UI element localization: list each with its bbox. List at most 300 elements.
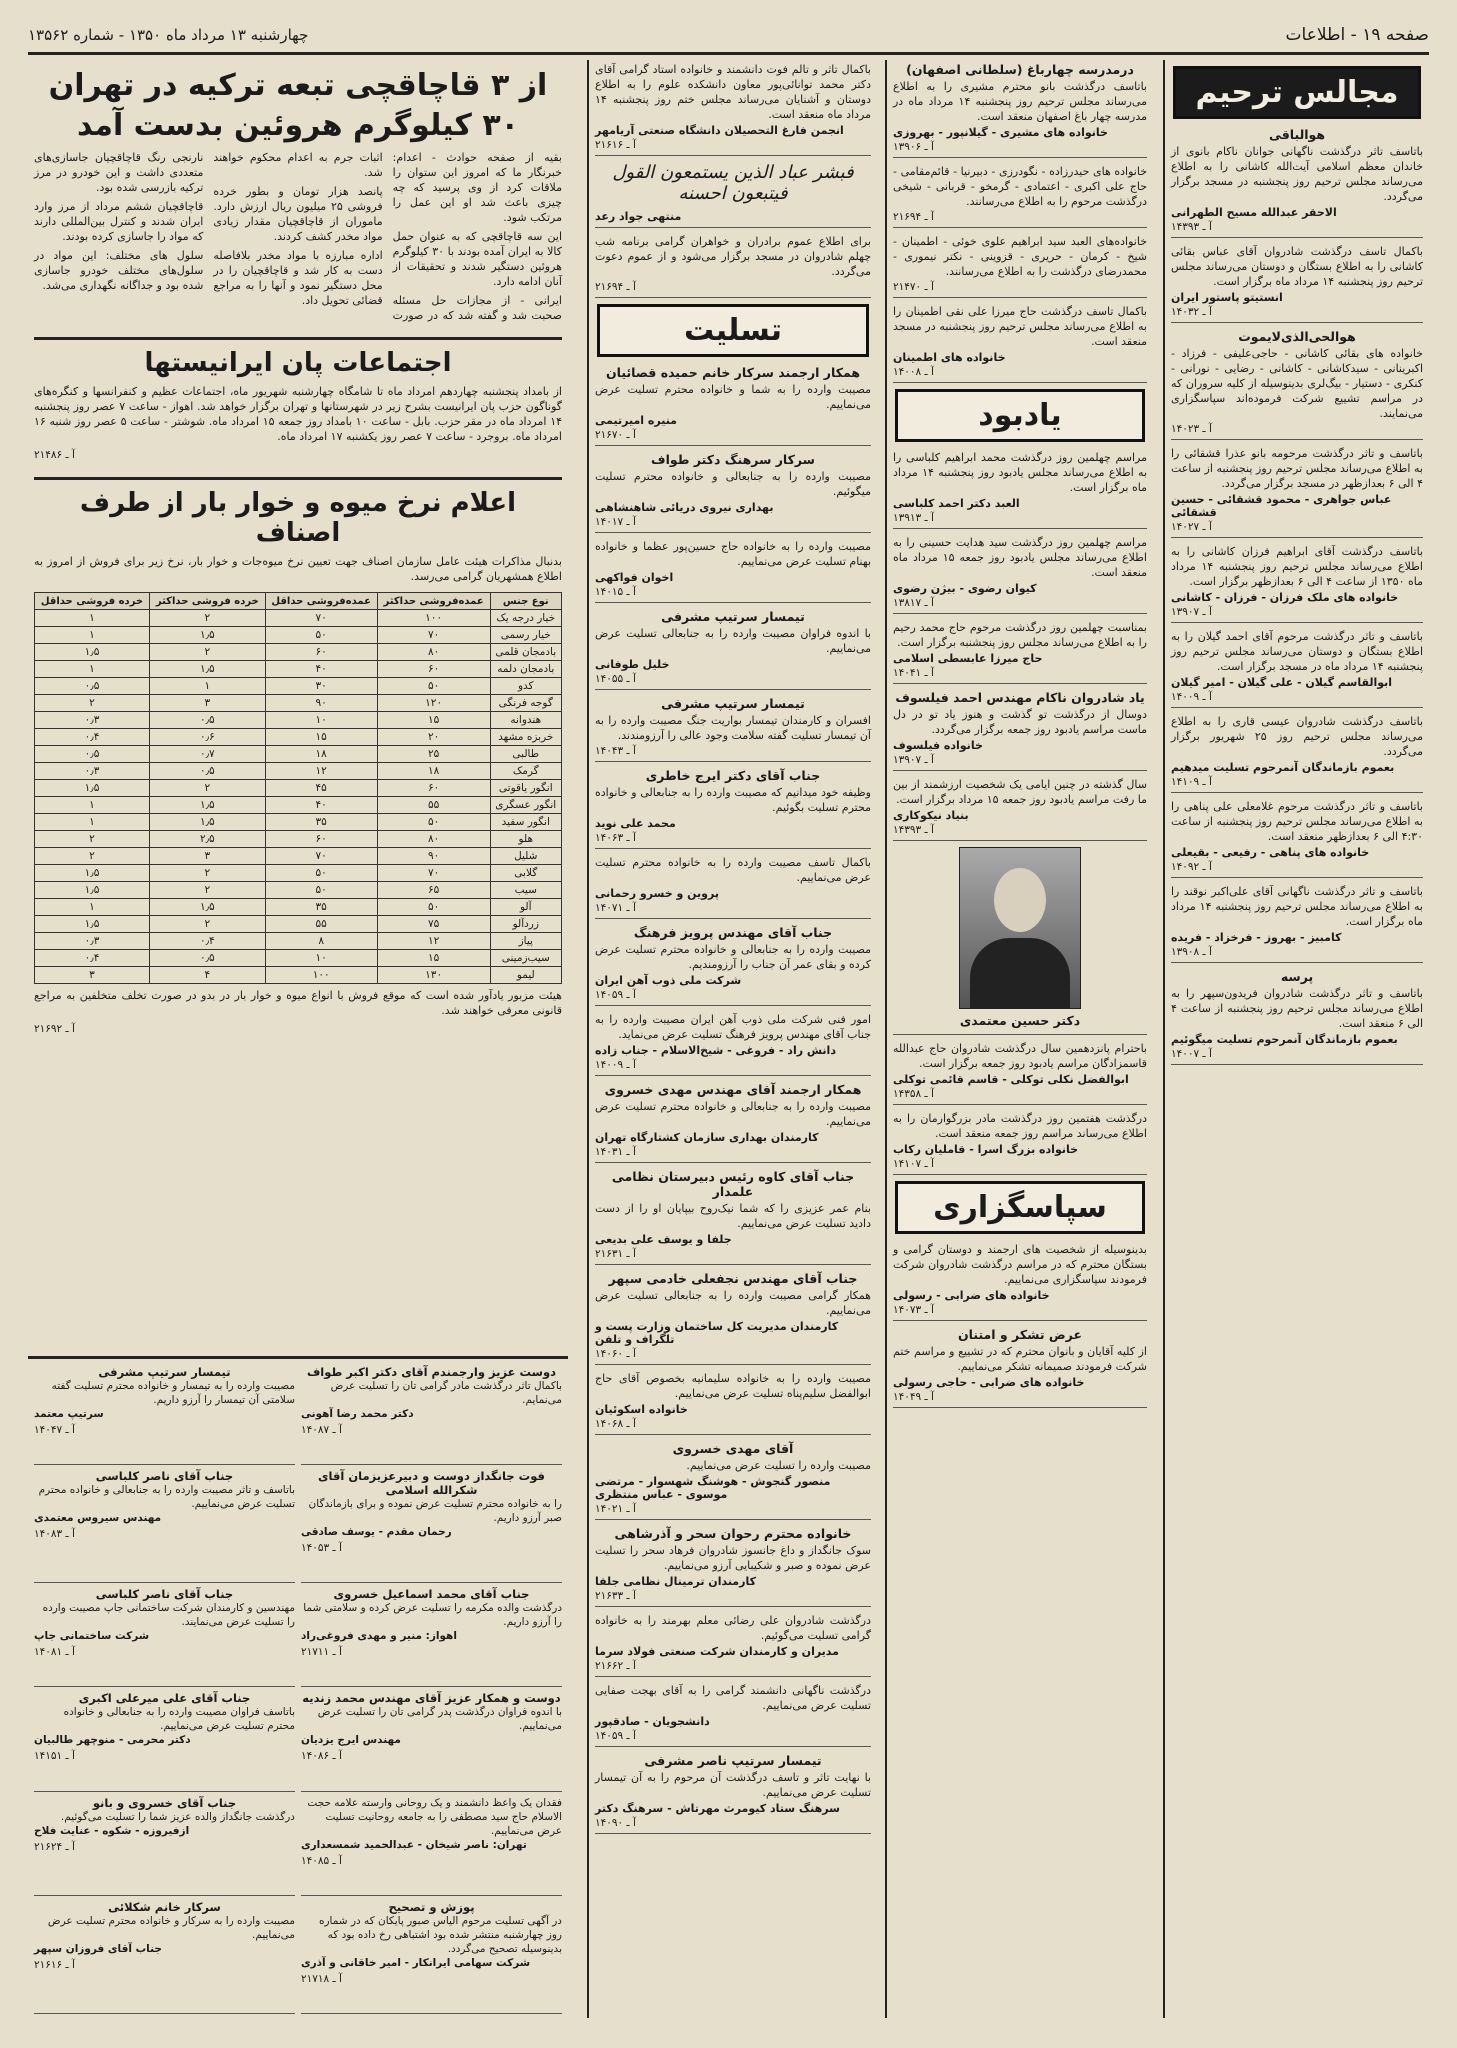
notice-sig: دانش راد - فروغی - شیخ‌الاسلام - جناب زاده bbox=[595, 1044, 836, 1057]
page-label: صفحه ۱۹ - اطلاعات bbox=[1285, 25, 1429, 45]
price-row bbox=[35, 678, 562, 695]
calligraphy-verse: فبشر عباد الذین یستمعون القول فیتبعون احسنه bbox=[612, 162, 854, 204]
bottom-notice-code: آ ـ ۱۴۰۵۳ bbox=[301, 1542, 342, 1555]
price-row bbox=[35, 950, 562, 967]
price-cell: ۶۰ bbox=[377, 661, 490, 678]
bottom-notice-title: فوت جانگداز دوست و دبیرعزیزمان آقای شکرالله اسلامی bbox=[318, 1469, 545, 1498]
price-cell: ۲ bbox=[35, 848, 150, 865]
obituary-notice bbox=[1171, 244, 1423, 323]
notice-sig: خانواده های ملک فرزان - فرزان - کاشانی bbox=[1171, 591, 1399, 604]
notice-sig: اخوان فواکهی bbox=[595, 571, 674, 584]
notice-code: آ ـ ۱۴۰۷۳ bbox=[893, 1304, 934, 1316]
bottom-notice-sig: سرتیپ معتمد bbox=[34, 1408, 104, 1420]
condolence-banner: تسلیت bbox=[597, 304, 869, 357]
price-row bbox=[35, 712, 562, 729]
notice-title: تیمسار سرتیپ مشرفی bbox=[661, 696, 805, 711]
price-cell: ۵۰ bbox=[265, 627, 377, 644]
notice-text: درگذشت شادروان علی رضائی معلم بهرمند را به خانواده گرامی تسلیت می‌گوئیم. bbox=[595, 1614, 871, 1642]
notice-sig: ابوالفضل نکلی توکلی - قاسم قائمی توکلی bbox=[893, 1073, 1129, 1086]
price-row bbox=[35, 882, 562, 899]
obituary-notice bbox=[1171, 884, 1423, 963]
price-cell: ۷۰ bbox=[265, 848, 377, 865]
article-paragraph: اداره مبارزه با مواد مخدر بلافاصله دست به کار شد و قاچاقچیان را در محل دستگیر نمود و آنها را به مراجع قضائی تحویل داد. bbox=[213, 249, 383, 307]
notice-code: آ ـ ۱۴۰۷۱ bbox=[595, 902, 636, 914]
bottom-notice-code: آ ـ ۱۴۱۵۱ bbox=[34, 1750, 75, 1763]
thanks-notice bbox=[893, 1242, 1147, 1321]
notice-title: هوالحی‌الذی‌لایموت bbox=[1238, 329, 1356, 344]
notice-text: خانواده های بقائی کاشانی - حاجی‌علیفی - فرزاد - اکبرینانی - سیدکاشانی - کاشانی - رضایی - نورانی - کنکری - دستیار - بیگ‌لری بدینوسیله از کلیه سروران که در مراسم تشییع شرکت فرموده‌اند سپاسگزاری می‌نمایند. bbox=[1171, 347, 1423, 420]
notice-sig: حاج میرزا عابسطی اسلامی bbox=[893, 652, 1043, 665]
price-cell: ۴۵ bbox=[265, 780, 377, 797]
notice-title: یاد شادروان ناکام مهندس احمد فیلسوف bbox=[895, 690, 1145, 705]
notice-title: درمدرسه چهارباغ (سلطانی اصفهان) bbox=[906, 62, 1134, 77]
price-note: هیئت مزبور یادآور شده است که موقع فروش با انواع میوه و خوار بار در بدو در صورت تخلف متخلفین به مراجع قانونی معرفی خواهند شد. آ ـ ۲۱۶۹۲ bbox=[34, 989, 562, 1035]
condolence-notice bbox=[595, 1753, 871, 1834]
price-column-header: عمده‌فروشی حداقل bbox=[265, 593, 377, 610]
bottom-notice-text: فقدان یک واعظ دانشمند و یک روحانی وارسته علامه حجت الاسلام حاج سید مصطفی را به جامعه روحانیت تسلیت عرض می‌نماییم. bbox=[307, 1796, 562, 1837]
price-cell: ۰٫۵ bbox=[150, 712, 266, 729]
notice-sig: بهداری نیروی دریائی شاهنشاهی bbox=[595, 501, 774, 514]
price-cell: پیاز bbox=[490, 933, 561, 950]
price-cell: ۳۰ bbox=[265, 678, 377, 695]
notice-code: آ ـ ۱۴۰۶۸ bbox=[595, 1418, 636, 1430]
notice-sig: خانواده های ضرابی - حاجی رسولی bbox=[893, 1376, 1085, 1389]
price-cell: ۷۰ bbox=[377, 865, 490, 882]
notice-code: آ ـ ۱۴۰۹۰ bbox=[595, 1817, 636, 1829]
notice-code: آ ـ ۲۱۶۱۶ bbox=[595, 139, 636, 151]
obituary-notice bbox=[1171, 969, 1423, 1065]
bottom-notice-title: جناب آقای علی میرعلی اکبری bbox=[78, 1691, 251, 1706]
notice-text: مصیبت وارده را به جنابعالی و خانواده محترم تسلیت عرض می‌نماییم. bbox=[595, 1100, 871, 1128]
article-paragraph: این سه قاچاقچی که به عنوان حمل کالا به ایران آمده بودند با ۳۰ کیلوگرم هروئین دستگیر شدند و تحقیقات از آنان ادامه دارد. bbox=[392, 230, 563, 288]
bottom-notice-code: آ ـ ۱۴۰۸۵ bbox=[301, 1854, 342, 1867]
notice-text: باتاسف درگذشت شادروان عیسی قاری را به اطلاع می‌رساند مجلس ترحیم روز ۲۵ شهریور برگزار می‌گردد. bbox=[1171, 715, 1423, 758]
notice-text: امور فنی شرکت ملی ذوب آهن ایران مصیبت وارده را به جناب آقای مهندس پرویز فرهنگ تسلیت عرض می‌نماید. bbox=[595, 1013, 871, 1041]
price-cell: ۳۵ bbox=[265, 899, 377, 916]
notice-text: خانواده‌های العبد سید ابراهیم علوی خوئی - اطمینان - شیخ - کرمان - حریری - قزوینی - نکتر نیموری - محمدرضای درگذشت را به اطلاع می‌رسانند. bbox=[893, 235, 1147, 278]
calligraphy-signature: منتهی جواد رعد bbox=[595, 210, 871, 228]
price-cell: ۶۵ bbox=[377, 882, 490, 899]
notice-title: خانواده محترم رحوان سحر و آذرشاهی bbox=[614, 1526, 852, 1541]
notice-code: آ ـ ۱۴۱۰۷ bbox=[893, 1158, 934, 1170]
notice-text: همکار گرامی مصیبت وارده را به جنابعالی تسلیت عرض می‌نماییم. bbox=[595, 1289, 871, 1317]
condolence-notice bbox=[595, 1271, 871, 1365]
article-paragraph: سلول های مختلف: این مواد در سلول‌های مختلف خودرو جاسازی شده بود و جداگانه نگهداری می‌شد. bbox=[34, 249, 204, 292]
notice-code: آ ـ ۱۴۰۰۹ bbox=[1171, 691, 1212, 703]
notice-text: باتاسف و تاثر درگذشت مرحوم غلامعلی علی پناهی را به اطلاع می‌رساند مجلس ترحیم روز پنجشنبه از ساعت ۴:۳۰ الی ۶ بعدازظهر منعقد است. bbox=[1171, 800, 1423, 843]
bottom-notice-sig: مهندس سیروس معتمدی bbox=[34, 1512, 162, 1525]
condolence-notice bbox=[595, 1371, 871, 1435]
price-cell: ۱٫۵ bbox=[150, 797, 266, 814]
price-cell: ۰٫۳ bbox=[35, 763, 150, 780]
condolence-notice bbox=[595, 1441, 871, 1520]
notice-code: آ ـ ۱۴۰۳۱ bbox=[595, 1146, 636, 1158]
notice-sig: کارمندان بهداری سازمان کشتارگاه تهران bbox=[595, 1131, 819, 1144]
price-cell: ۳ bbox=[150, 848, 266, 865]
portrait-suit-shape bbox=[970, 938, 1070, 1008]
price-cell: ۳ bbox=[150, 695, 266, 712]
price-cell: ۱۰ bbox=[265, 950, 377, 967]
notice-text: باتاسف و تاثر درگذشت شادروان فریدون‌سپهر را به اطلاع می‌رساند مجلس ترحیم روز پنجشنبه از ساعت ۴ الی ۶ منعقد است. bbox=[1171, 987, 1423, 1030]
notice-code: آ ـ ۲۱۶۳۱ bbox=[595, 1248, 636, 1260]
notice-text: بدینوسیله از شخصیت های ارجمند و دوستان گرامی و بستگان محترم که در مراسم درگذشت شادروان شرکت فرمودند سپاسگزاری می‌نماییم. bbox=[893, 1243, 1147, 1286]
notice-title: سرکار سرهنگ دکتر طواف bbox=[651, 452, 815, 467]
portrait-photo bbox=[959, 847, 1081, 1009]
price-cell: زردآلو bbox=[490, 916, 561, 933]
notice-sig: سرهنگ ستاد کیومرث مهرتاش - سرهنگ دکتر bbox=[595, 1802, 840, 1815]
notice-sig: خانواده بزرگ اسرا - قاملیان رکاب bbox=[893, 1143, 1079, 1156]
notice-code: آ ـ ۱۴۰۴۱ bbox=[893, 667, 934, 679]
bottom-notice-code: آ ـ ۲۱۷۱۱ bbox=[301, 1646, 342, 1659]
price-cell: ۳۵ bbox=[265, 814, 377, 831]
notice-sig: انجمن فارغ التحصیلان دانشگاه صنعتی آریامهر bbox=[595, 124, 844, 137]
price-row bbox=[35, 933, 562, 950]
price-cell: ۷۰ bbox=[377, 627, 490, 644]
obituary-notice bbox=[1171, 799, 1423, 878]
condolence-notice bbox=[595, 925, 871, 1006]
column-memorial bbox=[885, 60, 1153, 2018]
memorial-notice bbox=[893, 535, 1147, 614]
price-row bbox=[35, 627, 562, 644]
notice-sig: انستیتو پاستور ایران bbox=[1171, 291, 1283, 304]
notice-code: آ ـ ۱۴۰۰۹ bbox=[595, 1059, 636, 1071]
price-cell: ۲ bbox=[150, 882, 266, 899]
price-cell: ۹۰ bbox=[265, 695, 377, 712]
pan-iranist-headline: اجتماعات پان ایرانیستها bbox=[34, 337, 562, 378]
memorial-notice bbox=[893, 1041, 1147, 1105]
price-cell: خربزه مشهد bbox=[490, 729, 561, 746]
bottom-notice-sig: دکتر محرمی - منوچهر طالبیان bbox=[34, 1734, 191, 1747]
notice-sig: کیوان رضوی - بیژن رضوی bbox=[893, 582, 1037, 595]
notice-text: سوک جانگداز و داغ جانسوز شادروان فرهاد سحر را تسلیت عرض نموده و صبر و شکیبایی آرزو می‌نماییم. bbox=[595, 1544, 871, 1572]
notice-code: آ ـ ۱۴۰۲۱ bbox=[595, 1503, 636, 1515]
price-row bbox=[35, 916, 562, 933]
price-cell: ۴ bbox=[150, 967, 266, 984]
condolence-notice bbox=[595, 539, 871, 603]
price-column-header: خرده فروشی حداقل bbox=[35, 593, 150, 610]
price-column-header: عمده‌فروشی حداکثر bbox=[377, 593, 490, 610]
price-column-header: نوع جنس bbox=[490, 593, 561, 610]
price-cell: ۷۰ bbox=[265, 610, 377, 627]
family-notice bbox=[893, 62, 1147, 158]
bottom-notice-code: آ ـ ۲۱۷۱۸ bbox=[301, 1972, 342, 1985]
price-cell: ۰٫۵ bbox=[150, 763, 266, 780]
article-paragraph: بقیه از صفحه حوادث - اعدام: خبرنگار ما که امروز این ستوان را ملاقات کرد از وی پرسید که چه چیزی باعث شد او این عمل را مرتکب شود. bbox=[392, 151, 562, 224]
notice-code: آ ـ ۱۴۰۹۲ bbox=[1171, 861, 1212, 873]
bottom-notice-sig: مهندس ایرج یزدیان bbox=[301, 1734, 401, 1747]
notice-code: آ ـ ۱۴۰۲۳ bbox=[1171, 423, 1212, 435]
condolence-notice bbox=[595, 696, 871, 762]
notice-sig: خانواده اسکوئیان bbox=[595, 1403, 688, 1416]
condolence-notice bbox=[595, 1012, 871, 1076]
notice-code: آ ـ ۲۱۶۹۴ bbox=[893, 211, 934, 223]
memorial-notice bbox=[893, 777, 1147, 841]
price-cell: ۱۵ bbox=[265, 729, 377, 746]
price-row bbox=[35, 661, 562, 678]
price-cell: ۱ bbox=[35, 661, 150, 678]
price-cell: ۱٫۵ bbox=[35, 644, 150, 661]
notice-code: آ ـ ۱۳۹۱۳ bbox=[893, 512, 934, 524]
bottom-notice-title: جناب آقای ناصر کلباسی bbox=[95, 1587, 234, 1602]
bottom-notice-text: درگذشت جانگداز والده عزیز شما را تسلیت می‌گوئیم. bbox=[60, 1810, 295, 1823]
price-row bbox=[35, 729, 562, 746]
price-cell: ۶۰ bbox=[265, 644, 377, 661]
notice-title: تیمسار سرتیپ مشرفی bbox=[661, 609, 805, 624]
price-cell: گوجه فرنگی bbox=[490, 695, 561, 712]
notice-text: باکمال تاسف درگذشت حاج میرزا علی نقی اطمینان را به اطلاع می‌رساند مجلس ترحیم روز پنجشنبه در مسجد منعقد است. bbox=[893, 305, 1147, 348]
bottom-notice-title: جناب آقای ناصر کلباسی bbox=[95, 1469, 234, 1484]
price-cell: شلیل bbox=[490, 848, 561, 865]
bottom-notice bbox=[34, 1469, 295, 1583]
notice-code: آ ـ ۱۴۰۵۵ bbox=[595, 673, 636, 685]
price-cell: ۲ bbox=[150, 865, 266, 882]
bottom-notice-code: آ ـ ۱۴۰۸۷ bbox=[301, 1424, 342, 1436]
price-cell: بادمجان قلمی bbox=[490, 644, 561, 661]
notice-sig: پروین و خسرو رحمانی bbox=[595, 887, 719, 900]
price-cell: ۵۵ bbox=[377, 797, 490, 814]
notice-sig: شرکت ملی ذوب آهن ایران bbox=[595, 974, 742, 987]
price-cell: ۱۲۰ bbox=[377, 695, 490, 712]
price-cell: ۵۰ bbox=[377, 678, 490, 695]
article-paragraph: قاچاقچیان ششم مرداد از مرز وارد ایران شدند و کنترل بین‌المللی دارند که مواد را جاسازی کرده بودند. bbox=[34, 200, 204, 243]
bottom-notice-sig: رحمان مقدم - یوسف صادقی bbox=[301, 1526, 452, 1539]
bottom-notice-title: دوست و همکار عزیز آقای مهندس محمد زندیه bbox=[302, 1691, 561, 1706]
obituary-notice bbox=[1171, 714, 1423, 793]
price-cell: ۲ bbox=[150, 610, 266, 627]
notice-text: باتاسف درگذشت آقای ابراهیم فرزان کاشانی را به اطلاع می‌رساند مجلس ترحیم روز پنجشنبه ۱۴ مرداد ماه ۱۳۵۰ از ساعت ۴ الی ۶ بعدازظهر برگزار است. bbox=[1171, 545, 1423, 588]
notice-sig: العبد دکتر احمد کلباسی bbox=[893, 497, 1020, 510]
notice-text: افسران و کارمندان تیمسار بواریت جنگ مصیبت وارده را به آن تیمسار تسلیت گفته سلامت وجود عالی را آرزومندند. bbox=[595, 714, 871, 742]
memorial-banner: یادبود bbox=[895, 389, 1145, 442]
family-notice bbox=[893, 304, 1147, 383]
bottom-notice-code: آ ـ ۱۴۰۴۷ bbox=[34, 1424, 75, 1436]
notice-title: همکار ارجمند آقای مهندس مهدی خسروی bbox=[604, 1082, 862, 1097]
price-cell: ۰٫۶ bbox=[150, 729, 266, 746]
notice-title: هوالباقی bbox=[1268, 127, 1326, 142]
thanks-notice bbox=[893, 1327, 1147, 1408]
price-cell: ۴۰ bbox=[265, 661, 377, 678]
notice-text: مصیبت وارده را به جنابعالی و خانواده محترم تسلیت میگوئیم. bbox=[595, 470, 871, 498]
price-table-header bbox=[35, 593, 562, 610]
condolence-notice bbox=[595, 1526, 871, 1607]
price-column-header: خرده فروشی حداکثر bbox=[150, 593, 266, 610]
price-cell: ۱٫۵ bbox=[35, 865, 150, 882]
notice-sig: کارمندان ترمینال نظامی جلفا bbox=[595, 1575, 756, 1588]
price-cell: ۲ bbox=[150, 916, 266, 933]
price-cell: هلو bbox=[490, 831, 561, 848]
price-cell: ۴۰ bbox=[265, 797, 377, 814]
price-cell: گلابی bbox=[490, 865, 561, 882]
price-cell: کدو bbox=[490, 678, 561, 695]
memorial-notice bbox=[893, 1111, 1147, 1175]
price-cell: ۶۰ bbox=[377, 780, 490, 797]
notice-title: جناب آقای مهندس پرویز فرهنگ bbox=[633, 925, 833, 940]
bottom-notice bbox=[301, 1900, 562, 2014]
condolence-notice bbox=[595, 62, 871, 156]
notice-text: مراسم چهلمین روز درگذشت محمد ابراهیم کلباسی را به اطلاع می‌رساند مجلس یادبود روز پنجشنبه ۱۴ مرداد ماه برگزار است. bbox=[893, 451, 1148, 494]
bottom-notice bbox=[34, 1900, 295, 2014]
price-cell: طالبی bbox=[490, 746, 561, 763]
notice-code: آ ـ ۱۳۸۱۷ bbox=[893, 597, 934, 609]
bottom-notice-text: در آگهی تسلیت مرحوم الیاس صبور پایکان که در شماره روز چهارشنبه منتشر شده بود اشتباهی رخ داده بود که بدینوسیله تصحیح می‌گردد. bbox=[318, 1914, 562, 1955]
bottom-notice-text: مهندسین و کارمندان شرکت ساختمانی جاپ مصیبت وارده را تسلیت عرض می‌نمایند. bbox=[42, 1602, 295, 1629]
price-row bbox=[35, 831, 562, 848]
price-cell: انگور یاقوتی bbox=[490, 780, 561, 797]
notice-text: با نهایت تاثر و تاسف درگذشت آن مرحوم را به آن تیمسار تسلیت عرض می‌نماییم. bbox=[595, 1771, 871, 1799]
price-row bbox=[35, 610, 562, 627]
notice-text: مصیبت وارده را تسلیت عرض می‌نماییم. bbox=[686, 1459, 871, 1472]
notice-sig: خانواده فیلسوف bbox=[893, 739, 983, 752]
obituary-notice bbox=[1171, 544, 1423, 623]
article-paragraph: نارنجی رنگ قاچاقچیان جاسازی‌های متعددی داشت و این خودرو در مرز ترکیه بازرسی شده بود. bbox=[34, 151, 204, 194]
notice-code: آ ـ ۱۴۰۳۲ bbox=[1171, 306, 1212, 318]
notice-sig: محمد علی نوید bbox=[595, 817, 676, 830]
notice-code: آ ـ ۱۴۳۵۸ bbox=[893, 1088, 934, 1100]
notice-code: آ ـ ۱۴۰۵۹ bbox=[595, 1730, 636, 1742]
column-obituary-sessions bbox=[1163, 60, 1429, 2018]
price-cell: ۲ bbox=[35, 831, 150, 848]
price-cell: ۱۳۰ bbox=[377, 967, 490, 984]
notice-text: وظیفه خود میدانیم که مصیبت وارده را به جنابعالی و خانواده محترم تسلیت بگوئیم. bbox=[595, 786, 871, 814]
notice-sig: منصور گنجوش - هوشنگ شهسوار - مرتضی موسوی - عباس منتظری bbox=[595, 1475, 831, 1501]
notice-text: از کلیه آقایان و بانوان محترم که در تشییع و مراسم ختم شرکت فرمودند صمیمانه تشکر می‌نماییم. bbox=[893, 1345, 1147, 1373]
bottom-notice bbox=[301, 1469, 562, 1583]
notice-sig: بعموم بازماندگان آنمرحوم تسلیت میگوئیم bbox=[1171, 1033, 1398, 1046]
notice-code: آ ـ ۱۴۰۰۷ bbox=[1171, 1048, 1212, 1060]
notice-code: آ ـ ۲۱۶۶۲ bbox=[595, 1660, 636, 1672]
price-cell: ۰٫۷ bbox=[150, 746, 266, 763]
price-cell: ۲ bbox=[150, 780, 266, 797]
bottom-notice-sig: شرکت ساختمانی جاپ bbox=[34, 1630, 150, 1643]
price-cell: ۳ bbox=[35, 967, 150, 984]
obituary-sessions-banner: مجالس ترحیم bbox=[1173, 66, 1421, 119]
bottom-notice-sig: ازفیروزه - شکوه - عنایت فلاح bbox=[34, 1824, 190, 1837]
notice-sig: دانشجویان - صادقپور bbox=[595, 1715, 710, 1728]
price-cell: ۱۵ bbox=[377, 950, 490, 967]
price-cell: ۱۰۰ bbox=[265, 967, 377, 984]
price-cell: ۵۵ bbox=[265, 916, 377, 933]
notice-code: آ ـ ۱۳۹۰۷ bbox=[1171, 606, 1212, 618]
notice-sig: ابوالقاسم گیلان - علی گیلان - امیر گیلان bbox=[1171, 676, 1393, 689]
price-cell: ۲٫۵ bbox=[150, 831, 266, 848]
bottom-notice-code: آ ـ ۲۱۶۱۶ bbox=[34, 1958, 75, 1971]
price-cell: ۱ bbox=[35, 899, 150, 916]
photo-caption: دکتر حسین معتمدی bbox=[893, 1013, 1147, 1035]
price-cell: سیب bbox=[490, 882, 561, 899]
notice-code: آ ـ ۱۴۱۰۹ bbox=[1171, 776, 1212, 788]
obituary-notice bbox=[1171, 127, 1423, 238]
bottom-notice-title: پوزش و تصحیح bbox=[388, 1899, 475, 1914]
notice-sig: جلفا و یوسف علی بدیعی bbox=[595, 1233, 732, 1246]
portrait-head-shape bbox=[994, 868, 1046, 932]
date-issue: چهارشنبه ۱۳ مرداد ماه ۱۳۵۰ - شماره ۱۳۵۶۲ bbox=[28, 26, 309, 44]
price-cell: خیار رسمی bbox=[490, 627, 561, 644]
memorial-notice bbox=[893, 690, 1147, 771]
price-cell: ۰٫۴ bbox=[35, 950, 150, 967]
bottom-notice-text: با اندوه فراوان درگذشت پدر گرامی تان را تسلیت عرض می‌نماییم. bbox=[317, 1706, 562, 1733]
price-cell: ۱٫۵ bbox=[150, 661, 266, 678]
notice-text: دوسال از درگذشت تو گذشت و هنوز یاد تو در دل ماست مراسم یادبود روز جمعه برگزار می‌گردد. bbox=[893, 708, 1147, 736]
notice-text: باتاسف و تاثر درگذشت مرحومه بانو عذرا قشقائی را به اطلاع می‌رساند مجلس ترحیم روز پنجشنبه از ساعت ۴ الی ۶ بعدازظهر در مسجد برگزار می‌گردد. bbox=[1171, 447, 1423, 490]
price-cell: ۰٫۵ bbox=[35, 746, 150, 763]
bottom-notice bbox=[301, 1587, 562, 1687]
notice-code: آ ـ ۱۳۹۰۷ bbox=[893, 754, 934, 766]
price-row bbox=[35, 695, 562, 712]
notice-title: آقای مهدی خسروی bbox=[672, 1441, 794, 1456]
notice-title: عرض تشکر و امتنان bbox=[957, 1327, 1082, 1342]
notice-code: آ ـ ۱۴۰۶۳ bbox=[595, 832, 636, 844]
notice-text: باکمال تاسف مصیبت وارده را به خانواده محترم تسلیت عرض می‌نماییم. bbox=[595, 856, 871, 884]
condolence-notice bbox=[595, 1683, 871, 1747]
price-cell: ۱۲ bbox=[377, 933, 490, 950]
price-cell: ۱٫۵ bbox=[35, 882, 150, 899]
price-cell: ۰٫۳ bbox=[35, 933, 150, 950]
article-paragraph: ایرانی - از مجازات حل مسئله صحبت شد و گفته شد که در صورت اثبات جرم به اعدام محکوم خواهند شد. bbox=[213, 151, 562, 322]
notice-title: جناب آقای مهندس نجفعلی خادمی سپهر bbox=[608, 1271, 858, 1286]
price-cell: هندوانه bbox=[490, 712, 561, 729]
notice-code: آ ـ ۱۴۰۵۹ bbox=[595, 989, 636, 1001]
obituary-notice bbox=[1171, 329, 1423, 440]
bottom-notice-text: را به خانواده محترم تسلیت عرض نموده و برای بازماندگان صبر آرزو داریم. bbox=[308, 1498, 562, 1525]
notice-code: آ ـ ۲۱۶۷۰ bbox=[595, 429, 636, 441]
bottom-notice-title: جناب آقای محمد اسماعیل خسروی bbox=[333, 1587, 530, 1602]
family-notice bbox=[893, 164, 1147, 228]
main-headline: از ۳ قاچاقچی تبعه ترکیه در تهران ۳۰ کیلوگرم هروئین بدست آمد bbox=[48, 68, 548, 143]
bottom-notice-title: سرکار خانم شکلائی bbox=[108, 1899, 221, 1914]
bottom-notice-text: مصیبت وارده را به سرکار و خانواده محترم تسلیت عرض می‌نماییم. bbox=[47, 1914, 295, 1941]
price-cell: ۵۰ bbox=[377, 814, 490, 831]
bottom-notice bbox=[34, 1691, 295, 1791]
page-header bbox=[28, 18, 1429, 55]
price-cell: آلو bbox=[490, 899, 561, 916]
price-cell: لیمو bbox=[490, 967, 561, 984]
notice-sig: کارمندان مدیریت کل ساختمان وزارت پست و تلگراف و تلفن bbox=[595, 1320, 839, 1346]
bottom-notice-text: مصیبت وارده را به تیمسار و خانواده محترم تسلیت گفته سلامتی آن تیمسار را آرزو داریم. bbox=[51, 1380, 295, 1406]
bottom-notice-code: آ ـ ۱۴۰۸۳ bbox=[34, 1528, 75, 1541]
memorial-notice bbox=[893, 450, 1147, 529]
bottom-notice bbox=[301, 1796, 562, 1896]
price-intro: بدنبال مذاکرات هیئت عامل سازمان اصناف جهت تعیین نرخ میوه‌جات و خوار بار، نرخ زیر برای فروش از امروز به اطلاع همشهریان گرامی می‌رسد. bbox=[34, 555, 562, 583]
notice-sig: خانواده های پناهی - رفیعی - بقیعلی bbox=[1171, 846, 1370, 859]
notice-code: آ ـ ۱۴۰۱۵ bbox=[595, 586, 636, 598]
condolence-notice bbox=[595, 452, 871, 533]
price-cell: ۱۸ bbox=[377, 763, 490, 780]
price-cell: انگور سفید bbox=[490, 814, 561, 831]
smuggling-article bbox=[34, 150, 562, 323]
bottom-notice bbox=[34, 1587, 295, 1687]
notice-text: بنام عمر عزیزی را که شما نیک‌روح بیپایان او را از دست دادید تسلیت عرض می‌نماییم. bbox=[595, 1202, 871, 1230]
notice-code: آ ـ ۱۴۰۲۷ bbox=[1171, 521, 1212, 533]
notice-code: آ ـ ۲۱۴۷۰ bbox=[893, 281, 934, 293]
condolence-notice bbox=[595, 1169, 871, 1265]
notice-code: آ ـ ۲۱۶۳۳ bbox=[595, 1590, 636, 1602]
price-row bbox=[35, 899, 562, 916]
bottom-notice-text: باکمال تاثر درگذشت مادر گرامی تان را تسلیت عرض می‌نمایم. bbox=[330, 1380, 562, 1406]
notice-code: آ ـ ۱۳۹۰۶ bbox=[893, 141, 934, 153]
bottom-notice-sig: دکتر محمد رضا آهونی bbox=[301, 1408, 414, 1420]
obituary-notice bbox=[1171, 629, 1423, 708]
notice-sig: خانواده های مشیری - گیلانپور - بهروزی bbox=[893, 126, 1108, 139]
price-headline: اعلام نرخ میوه و خوار بار از طرف اصناف bbox=[34, 477, 562, 548]
bottom-notice-text: درگذشت والده مکرمه را تسلیت عرض کرده و سلامتی شما را آرزو داریم. bbox=[303, 1602, 562, 1629]
price-row bbox=[35, 967, 562, 984]
notice-sig: بعموم بازماندگان آنمرحوم تسلیت میدهیم bbox=[1171, 761, 1395, 774]
notice-sig: منیره امیرتیمی bbox=[595, 414, 677, 427]
bottom-notice-sig: جناب آقای فروزان سپهر bbox=[34, 1942, 162, 1955]
notice-sig: عباس جواهری - محمود قشقائی - حسین قشقائی bbox=[1171, 493, 1392, 519]
price-cell: ۱۲ bbox=[265, 763, 377, 780]
notice-text: مصیبت وارده را به جنابعالی و خانواده محترم تسلیت عرض کرده و بقای عمر آن جناب را آرزومندیم. bbox=[595, 943, 871, 971]
